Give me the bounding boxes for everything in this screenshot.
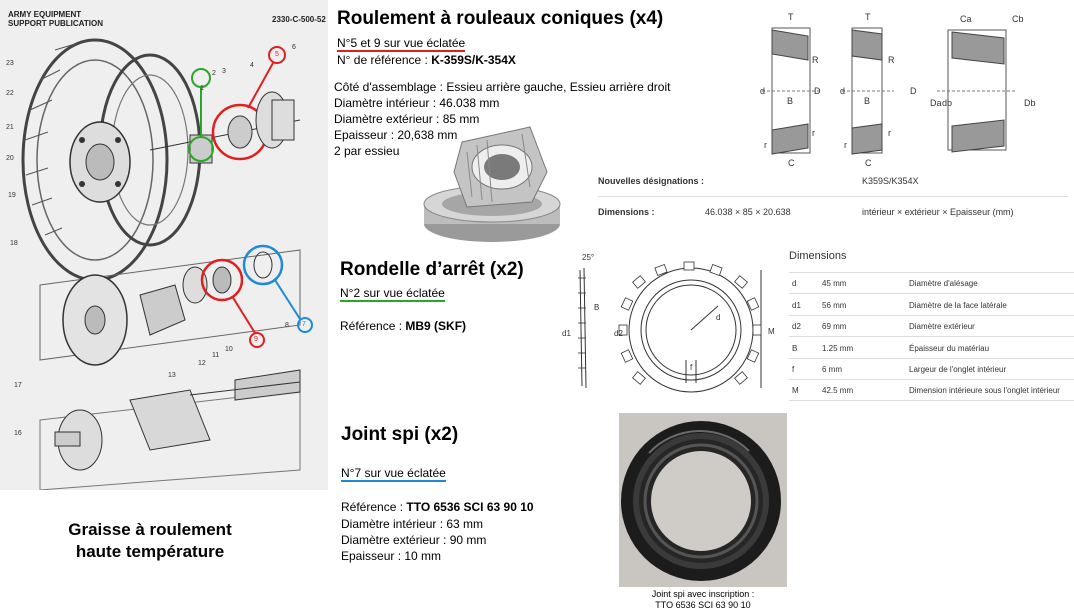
table-divider: [789, 379, 1074, 380]
drawing-label: r: [844, 140, 847, 150]
seal-thickness: Epaisseur : 10 mm: [341, 549, 442, 563]
drawing-label: C: [865, 158, 872, 168]
callout-label: 3: [222, 68, 226, 75]
bearing-inner-diameter: Diamètre intérieur : 46.038 mm: [334, 96, 500, 110]
header-line-2: SUPPORT PUBLICATION: [8, 19, 103, 28]
divider: [598, 196, 1068, 197]
bearing-technical-drawing: [752, 8, 1067, 170]
drawing-label: D: [814, 86, 821, 96]
drawing-label: M: [768, 327, 775, 336]
seal-inner-diameter: Diamètre intérieur : 63 mm: [341, 517, 484, 531]
drawing-label: Da: [930, 98, 942, 108]
doc-header-right: 2330-C-500-52: [272, 15, 326, 24]
drawing-label: Cb: [1012, 14, 1024, 24]
seal-reference-value: TTO 6536 SCI 63 90 10: [406, 500, 534, 514]
exploded-view-illustration: [0, 0, 328, 490]
new-designations-label: Nouvelles désignations :: [598, 176, 705, 186]
dims-description: Dimension intérieure sous l'onglet intérieur: [909, 386, 1060, 395]
dims-symbol: d: [792, 279, 797, 288]
washer-dims-title: Dimensions: [789, 250, 847, 262]
grease-label-line-1: Graisse à roulement: [68, 520, 232, 539]
callout-label: 19: [8, 192, 16, 199]
drawing-label: B: [787, 96, 794, 106]
table-divider: [789, 272, 1074, 273]
table-divider: [789, 400, 1074, 401]
grease-label-line-2: haute température: [75, 542, 225, 561]
bearing-title: Roulement à rouleaux coniques (x4): [337, 8, 664, 29]
dims-description: Diamètre extérieur: [909, 322, 975, 331]
seal-exploded-ref: [341, 466, 446, 481]
drawing-label: 25°: [582, 253, 595, 262]
dims-description: Largeur de l'onglet intérieur: [909, 365, 1007, 374]
bearing-exploded-ref: [337, 36, 465, 51]
dims-symbol: d2: [792, 322, 801, 331]
dims-value: 1.25 mm: [822, 344, 854, 353]
drawing-label: d: [840, 86, 846, 96]
callout-label: 21: [6, 124, 14, 131]
drawing-label: Db: [1024, 98, 1036, 108]
washer-reference: [340, 319, 466, 334]
drawing-label: d2: [614, 329, 623, 338]
new-designations-value: K359S/K354X: [862, 176, 919, 186]
seal-photo: [619, 413, 787, 587]
washer-reference-label: Référence :: [340, 319, 406, 333]
drawing-label: r: [764, 140, 767, 150]
table-divider: [789, 336, 1074, 337]
bearing-reference-label: N° de référence :: [337, 53, 432, 67]
callout-label: 6: [292, 44, 296, 51]
bearing-side: Côté d'assemblage : Essieu arrière gauche, Essieu arrière droit: [334, 80, 671, 94]
seal-reference-label: Référence :: [341, 500, 407, 514]
bearing-photo: [412, 112, 572, 247]
callout-label: 2: [212, 70, 216, 77]
callout-label: 5: [275, 51, 279, 58]
callout-label: 12: [198, 360, 206, 367]
drawing-label: B: [864, 96, 871, 106]
seal-reference: [341, 500, 534, 515]
callout-label: 22: [6, 90, 14, 97]
callout-label: 17: [14, 382, 22, 389]
bearing-reference: [337, 53, 516, 68]
table-divider: [789, 358, 1074, 359]
washer-reference-value: MB9 (SKF): [405, 319, 467, 333]
drawing-label: R: [888, 55, 895, 65]
bearing-exploded-ref-text: N°5 et 9 sur vue éclatée: [337, 36, 466, 50]
washer-exploded-ref: [340, 286, 445, 301]
bearing-per-axle: 2 par essieu: [334, 144, 400, 158]
bearing-outer-diameter: Diamètre extérieur : 85 mm: [334, 112, 480, 126]
dims-description: Diamètre d'alésage: [909, 279, 978, 288]
seal-title: Joint spi (x2): [341, 424, 459, 445]
callout-label: 20: [6, 155, 14, 162]
dims-symbol: M: [792, 386, 799, 395]
seal-caption-line-1: Joint spi avec inscription :: [651, 589, 755, 599]
seal-caption-line-2: TTO 6536 SCI 63 90 10: [655, 600, 751, 610]
dims-description: Épaisseur du matériau: [909, 344, 990, 353]
callout-label: 7: [302, 321, 306, 328]
callout-label: 23: [6, 60, 14, 67]
header-line-1: ARMY EQUIPMENT: [8, 10, 82, 19]
washer-technical-drawing: [556, 248, 788, 403]
dims-symbol: B: [792, 344, 798, 353]
drawing-label: d: [760, 86, 766, 96]
bearing-reference-value: K-359S/K-354X: [431, 53, 516, 67]
washer-exploded-ref-text: N°2 sur vue éclatée: [340, 286, 445, 300]
drawing-label: db: [942, 98, 953, 108]
drawing-label: R: [812, 55, 819, 65]
dims-value: 6 mm: [822, 365, 842, 374]
table-divider: [789, 315, 1074, 316]
callout-label: 16: [14, 430, 22, 437]
callout-label: 11: [212, 352, 220, 359]
drawing-label: D: [910, 86, 917, 96]
dimensions-value: 46.038 × 85 × 20.638: [705, 207, 791, 217]
drawing-label: r: [812, 128, 815, 138]
drawing-label: f: [690, 363, 693, 372]
washer-title: Rondelle d’arrêt (x2): [340, 259, 524, 280]
washer-dims-table: [789, 272, 1074, 402]
drawing-label: C: [788, 158, 795, 168]
dims-symbol: f: [792, 365, 795, 374]
dims-value: 69 mm: [822, 322, 847, 331]
callout-label: 9: [254, 336, 258, 343]
dims-value: 42.5 mm: [822, 386, 854, 395]
doc-header-left: [8, 10, 103, 28]
dims-value: 56 mm: [822, 301, 847, 310]
callout-label: 13: [168, 372, 176, 379]
seal-exploded-ref-text: N°7 sur vue éclatée: [341, 466, 446, 480]
drawing-label: B: [594, 303, 600, 312]
callout-label: 8: [285, 322, 289, 329]
callout-label: 1: [200, 85, 204, 92]
callout-label: 4: [250, 62, 254, 69]
bearing-thickness: Epaisseur : 20,638 mm: [334, 128, 458, 142]
callout-label: 10: [225, 346, 233, 353]
drawing-label: T: [788, 12, 794, 22]
callout-label: 18: [10, 240, 18, 247]
drawing-label: T: [865, 12, 871, 22]
drawing-label: Ca: [960, 14, 972, 24]
drawing-label: d1: [562, 329, 571, 338]
grease-label: [40, 519, 260, 563]
dimensions-label: Dimensions :: [598, 207, 655, 217]
seal-outer-diameter: Diamètre extérieur : 90 mm: [341, 533, 487, 547]
dims-description: Diamètre de la face latérale: [909, 301, 1007, 310]
exploded-view-drawing: [0, 0, 328, 490]
drawing-label: r: [888, 128, 891, 138]
table-divider: [789, 293, 1074, 294]
drawing-label: d: [716, 313, 721, 322]
dims-symbol: d1: [792, 301, 801, 310]
seal-photo-caption: [619, 589, 787, 611]
dimensions-description: intérieur × extérieur × Epaisseur (mm): [862, 207, 1014, 217]
seal-specs: [341, 516, 486, 564]
dims-value: 45 mm: [822, 279, 847, 288]
